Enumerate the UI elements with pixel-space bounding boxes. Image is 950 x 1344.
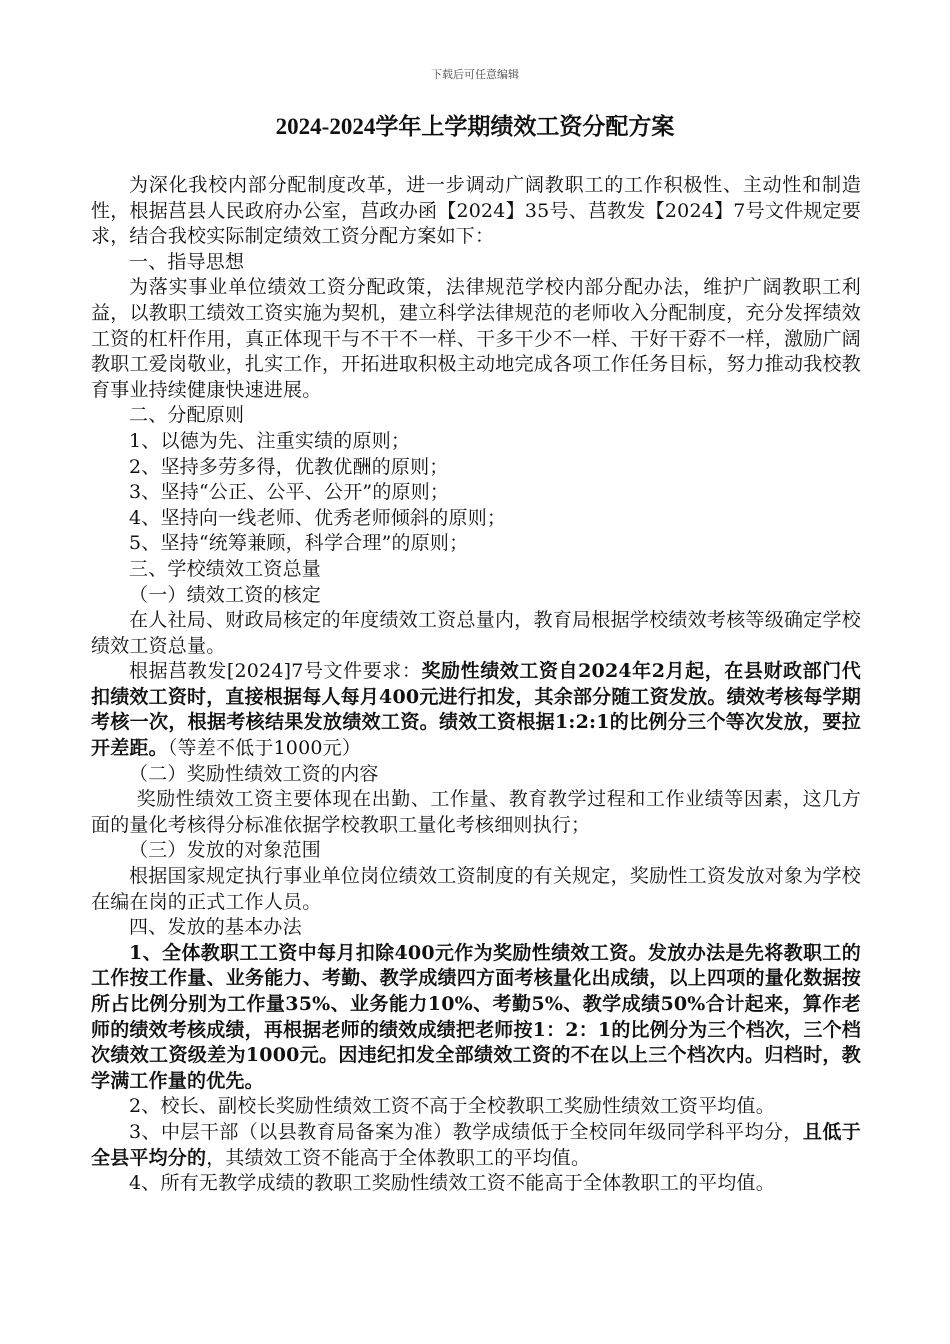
principle-item: 4、坚持向一线老师、优秀老师倾斜的原则； (129, 506, 507, 529)
section-3-p2-normal: 根据莒教发[2024]7号文件要求： (129, 660, 422, 683)
section-3-sub2-paragraph: 奖励性绩效工资主要体现在出勤、工作量、教育教学过程和工作业绩等因素，这几方面的量化考核得分标准依据学校教职工量化考核细则执行； (91, 788, 861, 836)
section-3-sub1-paragraph: 在人社局、财政局核定的年度绩效工资总量内，教育局根据学校绩效考核等级确定学校绩效工资总量。 (91, 609, 861, 657)
intro-paragraph: 为深化我校内部分配制度改革，进一步调动广阔教职工的工作积极性、主动性和制造性，根据莒县人民政府办公室，莒政办函【2024】35号、莒教发【2024】7号文件规定要求，结合我校实际制定绩效工资分配方案如下： (91, 174, 861, 248)
principle-item: 1、以德为先、注重实绩的原则； (129, 429, 411, 452)
section-3-sub3-paragraph: 根据国家规定执行事业单位岗位绩效工资制度的有关规定，奖励性工资发放对象为学校在编在岗的正式工作人员。 (91, 865, 861, 913)
section-1-paragraph: 为落实事业单位绩效工资分配政策，法律规范学校内部分配办法，维护广阔教职工利益，以教职工绩效工资实施为契机，建立科学法律规范的老师收入分配制度，充分发挥绩效工资的杠杆作用，真正体现干与不干不一样、干多干少不一样、干好干孬不一样，激励广阔教职工爱岗敬业，扎实工作，开拓进取积极主动地完成各项工作任务目标，努力推动我校教育事业持续健康快速进展。 (91, 276, 861, 401)
section-4-item-3-part-a: 3、中层干部（以县教育局备案为准）教学成绩低于全校同年级同学科平均分， (129, 1120, 803, 1143)
principle-item: 5、坚持“统筹兼顾，科学合理”的原则； (129, 532, 469, 555)
section-4-item-3-part-c: ，其绩效工资不能高于全体教职工的平均值。 (206, 1146, 591, 1169)
section-4-heading: 四、发放的基本办法 (129, 916, 302, 939)
section-3-subheading-2: （二）奖励性绩效工资的内容 (129, 762, 379, 785)
header-note: 下载后可任意编辑 (431, 68, 519, 81)
section-3-paragraph-2 (91, 659, 861, 761)
section-4-item-2: 2、校长、副校长奖励性绩效工资不高于全校教职工奖励性绩效工资平均值。 (129, 1095, 775, 1118)
section-4-item-3-part-b: 且低于全县平均分的 (91, 1120, 861, 1169)
principle-item: 2、坚持多劳多得，优教优酬的原则； (129, 455, 449, 478)
section-3-subheading-3: （三）发放的对象范围 (129, 839, 322, 862)
document-body (91, 173, 861, 1197)
section-1-heading: 一、指导思想 (129, 250, 245, 273)
section-3-p2-tail: （等差不低于1000元） (167, 737, 362, 760)
section-3-subheading-1: （一）绩效工资的核定 (129, 583, 322, 606)
principle-item: 3、坚持“公正、公平、公开”的原则； (129, 481, 450, 504)
section-4-item-1: 1、全体教职工工资中每月扣除400元作为奖励性绩效工资。发放办法是先将教职工的工作按工作量、业务能力、考勤、教学成绩四方面考核量化出成绩，以上四项的量化数据按所占比例分别为工作量35%、业务能力10%、考勤5%、教学成绩50%合计起来，算作老师的绩效考核成绩，再根据老师的绩效成绩把老师按1：2：1的比例分为三个档次，三个档次绩效工资级差为1000元。因违纪扣发全部绩效工资的不在以上三个档次内。归档时，教学满工作量的优先。 (91, 941, 861, 1092)
section-4-item-4: 4、所有无教学成绩的教职工奖励性绩效工资不能高于全体教职工的平均值。 (129, 1172, 775, 1195)
section-3-heading: 三、学校绩效工资总量 (129, 557, 322, 580)
section-3-p2-bold: 奖励性绩效工资自2024年2月起，在县财政部门代扣绩效工资时，直接根据每人每月400元进行扣发，其余部分随工资发放。绩效考核每学期考核一次，根据考核结果发放绩效工资。绩效工资根据1:2:1的比例分三个等次发放，要拉开差距。 (91, 660, 861, 760)
section-4-item-3 (91, 1120, 861, 1171)
section-2-heading: 二、分配原则 (129, 404, 245, 427)
document-title: 2024-2024学年上学期绩效工资分配方案 (275, 114, 675, 139)
